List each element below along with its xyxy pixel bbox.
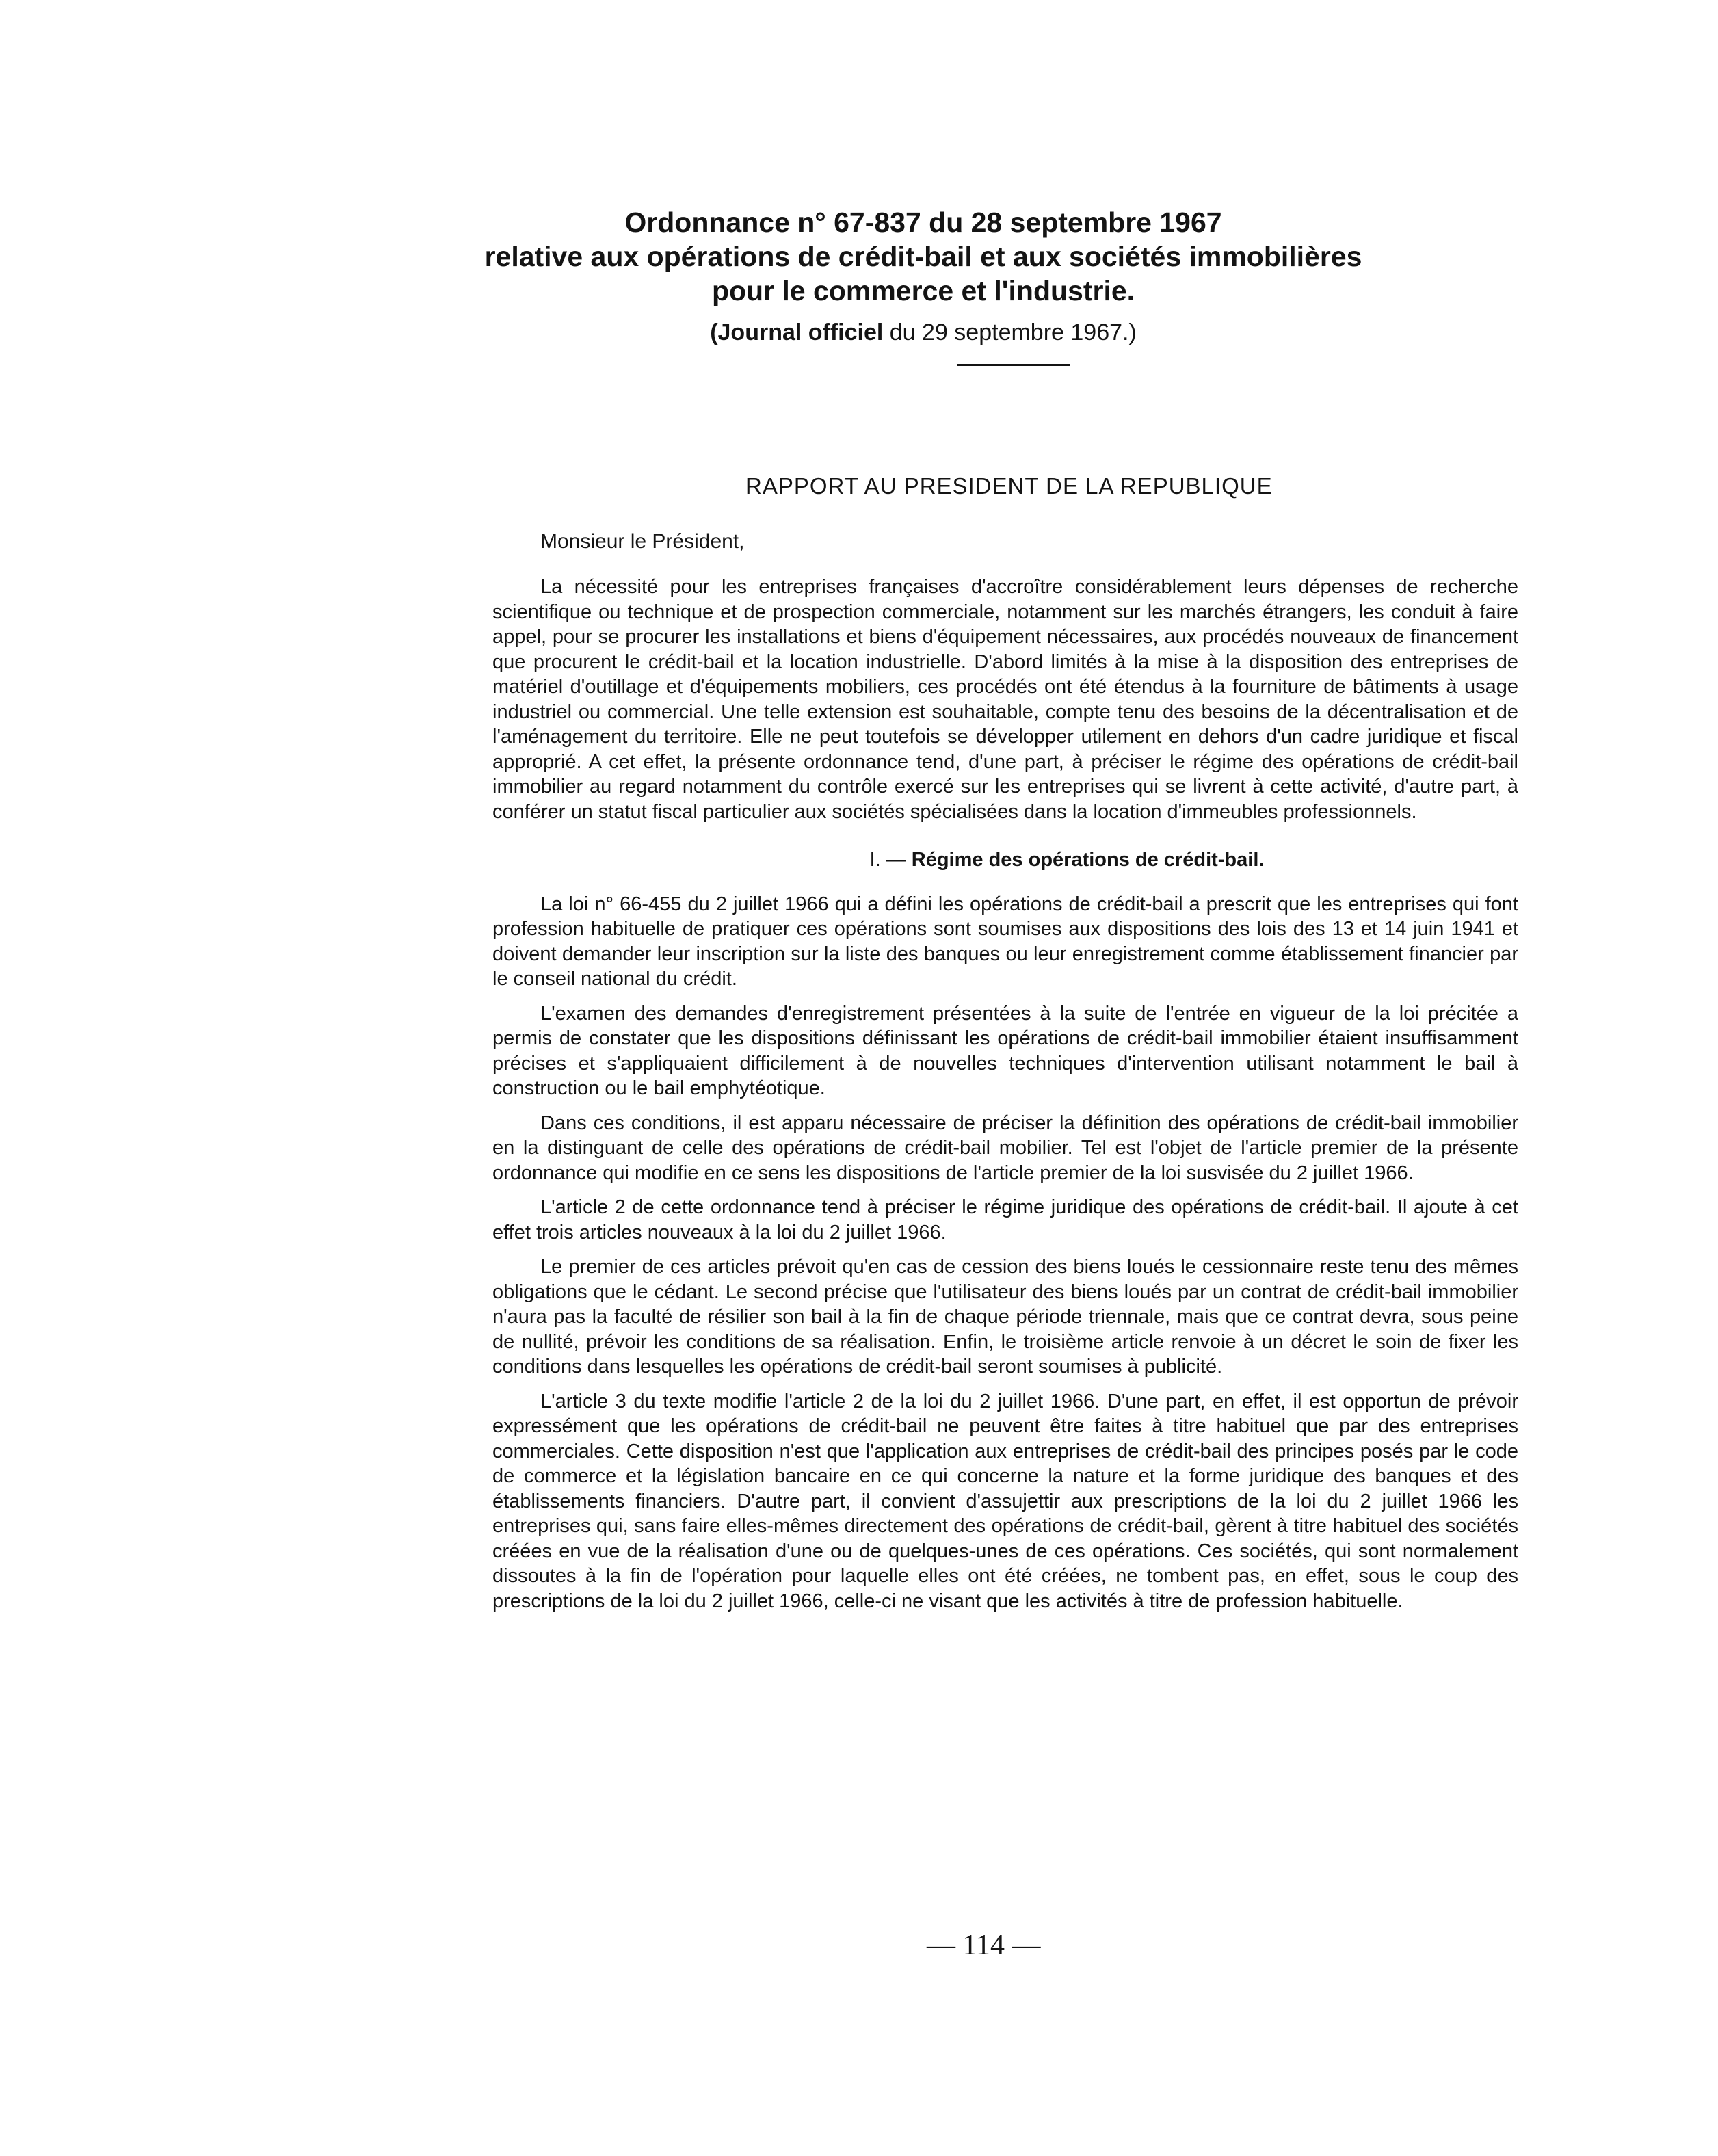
paragraph-3: Dans ces conditions, il est apparu nécessaire de préciser la définition des opérations de crédit-bail immobilier en la distinguant de celle des opérations de crédit-bail mobilier. Tel est l'objet de l'article premier de la présente ordonnance qui modifie en ce sens les dispositions de l'article premier de la loi susvisée du 2 juillet 1966. xyxy=(492,1112,1518,1184)
salutation: Monsieur le Président, xyxy=(540,530,745,553)
section-heading xyxy=(616,847,1518,873)
intro-paragraph: La nécessité pour les entreprises françaises d'accroître considérablement leurs dépenses de recherche scientifique ou technique et de prospection commerciale, notamment sur les marchés étrangers, les conduit à faire appel, pour se procurer les installations et biens d'équipement nécessaires, aux procédés nouveaux de financement que procurent le crédit-bail et la location industrielle. D'abord limités à la mise à la disposition des entreprises de matériel d'outillage et d'équipements mobiliers, ces procédés ont été étendus à la fourniture de bâtiments à usage industriel ou commercial. Une telle extension est souhaitable, compte tenu des besoins de la décentralisation et de l'aménagement du territoire. Elle ne peut toutefois se développer utilement en dehors d'un cadre juridique et fiscal approprié. A cet effet, la présente ordonnance tend, d'une part, à préciser le régime des opérations de crédit-bail immobilier au regard notamment du contrôle exercé sur les entreprises qui se livrent à cette activité, d'autre part, à conférer un statut fiscal particulier aux sociétés spécialisées dans la location d'immeubles professionnels. xyxy=(492,576,1518,823)
section-title: Régime des opérations de crédit-bail. xyxy=(911,849,1265,871)
title-line-3: pour le commerce et l'industrie. xyxy=(711,275,1135,306)
paragraph-6: L'article 3 du texte modifie l'article 2 de la loi du 2 juillet 1966. D'une part, en effet, il est opportun de prévoir expressément que les opérations de crédit-bail ne peuvent être faites à titre habituel que par des entreprises commerciales. Cette disposition n'est que l'application aux entreprises de crédit-bail des principes posés par le code de commerce et la législation bancaire en ce qui concerne la nature et la forme juridique des banques et des établissements financiers. D'autre part, il convient d'assujettir aux prescriptions de la loi du 2 juillet 1966 les entreprises qui, sans faire elles-mêmes directement des opérations de crédit-bail, gèrent à titre habituel des sociétés créées en vue de la réalisation d'une ou de quelques-unes de ces opérations. Ces sociétés, qui sont normalement dissoutes à la fin de l'opération pour laquelle elles ont été créées, ne tombent pas, en effet, sous le coup des prescriptions de la loi du 2 juillet 1966, celle-ci ne visant que les activités à titre de profession habituelle. xyxy=(492,1390,1518,1612)
page-number: — 114 — xyxy=(927,1930,1041,1961)
journal-officiel-label: (Journal officiel xyxy=(710,319,884,345)
title-line-1: Ordonnance n° 67-837 du 28 septembre 1967 xyxy=(624,207,1222,238)
journal-officiel-date: du 29 septembre 1967.) xyxy=(883,319,1137,345)
paragraph-2: L'examen des demandes d'enregistrement présentées à la suite de l'entrée en vigueur de la loi précitée a permis de constater que les dispositions définissant les opérations de crédit-bail immobilier étaient insuffisamment précises et s'appliquaient difficilement à de nouvelles techniques d'intervention utilisant notamment le bail à construction ou le bail emphytéotique. xyxy=(492,1002,1518,1099)
journal-officiel-reference xyxy=(410,317,1436,347)
paragraph-1: La loi n° 66-455 du 2 juillet 1966 qui a défini les opérations de crédit-bail a prescrit que les entreprises qui font profession habituelle de pratiquer ces opérations sont soumises aux dispositions des lois des 13 et 14 juin 1941 et doivent demander leur inscription sur la liste des banques ou leur enregistrement comme établissement financier par le conseil national du crédit. xyxy=(492,893,1518,990)
title-line-2: relative aux opérations de crédit-bail et aux sociétés immobilières xyxy=(484,241,1362,272)
report-heading: RAPPORT AU PRESIDENT DE LA REPUBLIQUE xyxy=(745,473,1273,499)
paragraph-4: L'article 2 de cette ordonnance tend à préciser le régime juridique des opérations de crédit-bail. Il ajoute à cet effet trois articles nouveaux à la loi du 2 juillet 1966. xyxy=(492,1196,1518,1244)
section-number: I. — xyxy=(869,849,906,871)
body-text xyxy=(492,575,1518,1614)
paragraph-5: Le premier de ces articles prévoit qu'en cas de cession des biens loués le cessionnaire reste tenu des mêmes obligations que le cédant. Le second précise que l'utilisateur des biens loués par un contrat de crédit-bail immobilier n'aura pas la faculté de résilier son bail à la fin de chaque période triennale, mais que ce contrat devra, sous peine de nullité, prévoir les conditions de sa réalisation. Enfin, le troisième article renvoie à un décret le soin de fixer les conditions dans lesquelles les opérations de crédit-bail seront soumises à publicité. xyxy=(492,1256,1518,1378)
document-title-block xyxy=(410,205,1436,347)
title-divider xyxy=(957,364,1070,366)
